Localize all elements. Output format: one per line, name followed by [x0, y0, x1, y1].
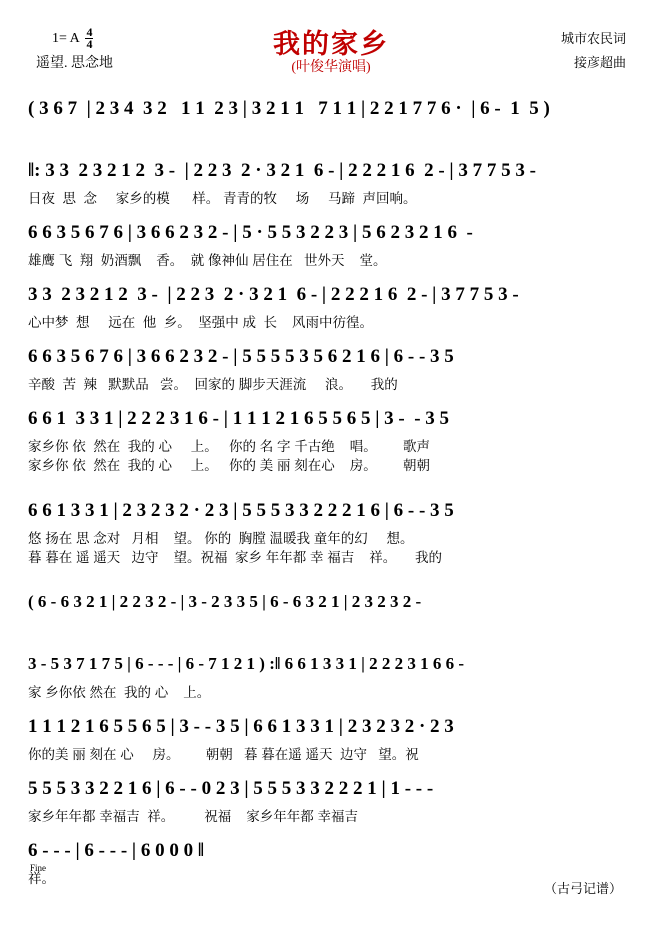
time-signature-denominator: 4 [86, 37, 93, 52]
notation-row: ( 3 6 7 | 2 3 4 3 2 1 1 2 3 | 3 2 1 1 7 1 1 | 2 2 1 7 7 6 · | 6 - 1 5 ) [28, 98, 550, 119]
key-label: 1= A [52, 31, 79, 47]
notation-row: ‖: 3 3 2 3 2 1 2 3 - | 2 2 3 2 · 3 2 1 6 - | 2 2 2 1 6 2 - | 3 7 7 5 3 - [28, 160, 536, 181]
lyricist-credit: 城市农民词 [560, 31, 626, 46]
lyrics-row: 悠 扬在 思 念对 月相 望。 你的 胸膛 温暖我 童年的幻 想。 [28, 531, 414, 546]
notation-row: 3 3 2 3 2 1 2 3 - | 2 2 3 2 · 3 2 1 6 - | 2 2 2 1 6 2 - | 3 7 7 5 3 - [28, 284, 519, 305]
lyrics-row: 辛酸 苦 辣 默默品 尝。 回家的 脚步天涯流 浪。 我的 [28, 377, 398, 392]
score-line-3 [28, 278, 634, 340]
score-body [28, 92, 634, 896]
notation-row: 6 6 1 3 3 1 | 2 2 2 3 1 6 - | 1 1 1 2 1 6 5 5 6 5 | 3 - - 3 5 [28, 408, 450, 429]
transcriber-credit: （古弓记谱） [543, 881, 622, 896]
lyrics-row: 日夜 思 念 家乡的模 样。 青青的牧 场 马蹄 声回响。 [28, 191, 417, 206]
time-signature-numerator: 4 [86, 25, 93, 39]
lyrics-row: 心中梦 想 远在 他 乡。 坚强中 成 长 风雨中彷徨。 [28, 315, 374, 330]
score-line-7 [28, 586, 634, 648]
notation-row: 6 - - - | 6 - - - | 6 0 0 0 ‖ [28, 840, 204, 861]
notation-row: 3 - 5 3 7 1 7 5 | 6 - - - | 6 - 7 1 2 1 ) :‖ 6 6 1 3 3 1 | 2 2 2 3 1 6 6 - [28, 654, 465, 673]
score-line-intro [28, 92, 634, 154]
score-header [0, 0, 662, 92]
notation-row: 5 5 5 3 3 2 2 1 6 | 6 - - 0 2 3 | 5 5 5 3 3 2 2 2 1 | 1 - - - [28, 778, 434, 799]
score-line-4 [28, 340, 634, 402]
score-line-5 [28, 402, 634, 494]
singer-credit: (叶俊华演唱) [291, 60, 371, 75]
lyrics-row: 祥。 [28, 871, 55, 886]
fine-marking: Fine [30, 863, 47, 873]
notation-row: ( 6 - 6 3 2 1 | 2 2 3 2 - | 3 - 2 3 3 5 | 6 - 6 3 2 1 | 2 3 2 3 2 - [28, 592, 422, 611]
lyrics-row: 你的美 丽 刻在 心 房。 朝朝 暮 暮在遥 遥天 边守 望。祝 [28, 747, 419, 762]
score-line-2 [28, 216, 634, 278]
score-line-8 [28, 648, 634, 710]
lyrics-row: 家乡年年都 幸福吉 祥。 祝福 家乡年年都 幸福吉 [28, 809, 359, 824]
score-line-6 [28, 494, 634, 586]
notation-row: 6 6 3 5 6 7 6 | 3 6 6 2 3 2 - | 5 5 5 5 3 5 6 2 1 6 | 6 - - 3 5 [28, 346, 454, 367]
notation-row: 6 6 3 5 6 7 6 | 3 6 6 2 3 2 - | 5 · 5 5 3 2 2 3 | 5 6 2 3 2 1 6 - [28, 222, 473, 243]
tempo-mood: 遥望. 思念地 [36, 56, 113, 71]
score-line-10 [28, 772, 634, 834]
lyrics-row: 家 乡你依 然在 我的 心 上。 [28, 685, 211, 700]
page-title: 我的家乡 [273, 29, 389, 59]
lyrics-row-verse2: 家乡你 依 然在 我的 心 上。 你的 美 丽 刻在心 房。 朝朝 [28, 458, 431, 473]
notation-row: 1 1 1 2 1 6 5 5 6 5 | 3 - - 3 5 | 6 6 1 3 3 1 | 2 3 2 3 2 · 2 3 [28, 716, 454, 737]
lyrics-row: 家乡你 依 然在 我的 心 上。 你的 名 字 千古绝 唱。 歌声 [28, 439, 431, 454]
score-line-1 [28, 154, 634, 216]
lyrics-row: 雄鹰 飞 翔 奶酒飘 香。 就 像神仙 居住在 世外天 堂。 [28, 253, 387, 268]
score-line-9 [28, 710, 634, 772]
lyrics-row-verse2: 暮 暮在 遥 遥天 边守 望。祝福 家乡 年年都 幸 福吉 祥。 我的 [28, 550, 443, 565]
notation-row: 6 6 1 3 3 1 | 2 3 2 3 2 · 2 3 | 5 5 5 3 3 2 2 2 1 6 | 6 - - 3 5 [28, 500, 454, 521]
composer-credit: 接彦超曲 [573, 55, 626, 70]
